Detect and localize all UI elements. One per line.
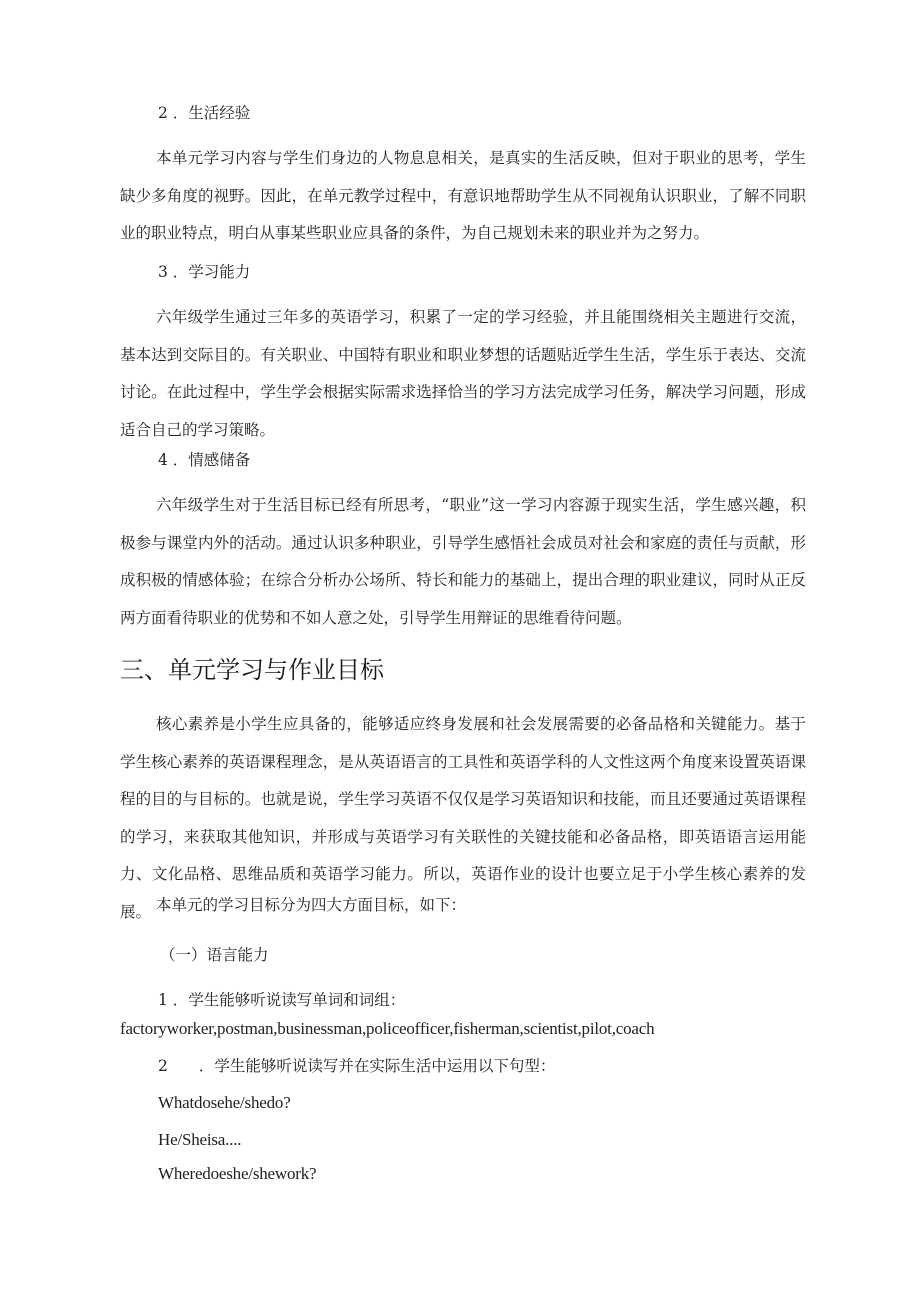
section-heading-life-experience: 2 ．生活经验 (158, 104, 251, 122)
chapter-title-goals: 三、单元学习与作业目标 (120, 656, 384, 684)
sentence-pattern-1: Whatdosehe/shedo? (158, 1093, 291, 1112)
section-heading-learning-ability: 3 ．学习能力 (158, 263, 251, 281)
paragraph-life-experience (120, 140, 806, 253)
list-item-1-words: factoryworker,postman,businessman,policeofficer,fisherman,scientist,pilot,coach (120, 1019, 655, 1038)
sentence-pattern-2: He/Sheisa.... (158, 1130, 242, 1149)
list-item-1-label: 1 ．学生能够听说读写单词和词组： (158, 991, 406, 1009)
section-heading-emotional-reserve: 4 ．情感储备 (158, 451, 251, 469)
paragraph-emotional-reserve (120, 487, 806, 637)
paragraph-goals-intro: 本单元的学习目标分为四大方面目标，如下： (156, 896, 467, 914)
paragraph-text: 本单元学习内容与学生们身边的人物息息相关，是真实的生活反映，但对于职业的思考，学生缺少多角度的视野。因此，在单元教学过程中，有意识地帮助学生从不同视角认识职业，了解不同职业的职业特点，明白从事某些职业应具备的条件，为自己规划未来的职业并为之努力。 (120, 149, 806, 242)
sentence-pattern-3: Wheredoeshe/shework? (158, 1164, 317, 1183)
paragraph-text: 核心素养是小学生应具备的，能够适应终身发展和社会发展需要的必备品格和关键能力。基于学生核心素养的英语课程理念，是从英语语言的工具性和英语学科的人文性这两个角度来设置英语课程的目的与目标的。也就是说，学生学习英语不仅仅是学习英语知识和技能，而且还要通过英语课程的学习，来获取其他知识，并形成与英语学习有关联性的关键技能和必备品格，即英语语言运用能力、文化品格、思维品质和英语学习能力。所以，英语作业的设计也要立足于小学生核心素养的发展。 (120, 715, 806, 921)
subheading-language-ability: （一）语言能力 (160, 946, 269, 964)
paragraph-text: 六年级学生通过三年多的英语学习，积累了一定的学习经验，并且能围绕相关主题进行交流，基本达到交际目的。有关职业、中国特有职业和职业梦想的话题贴近学生生活，学生乐于表达、交流讨论。在此过程中，学生学会根据实际需求选择恰当的学习方法完成学习任务，解决学习问题，形成适合自己的学习策略。 (120, 308, 806, 439)
paragraph-text: 六年级学生对于生活目标已经有所思考，“职业”这一学习内容源于现实生活，学生感兴趣，积极参与课堂内外的活动。通过认识多种职业，引导学生感悟社会成员对社会和家庭的责任与贡献，形成积极的情感体验；在综合分析办公场所、特长和能力的基础上，提出合理的职业建议，同时从正反两方面看待职业的优势和不如人意之处，引导学生用辩证的思维看待问题。 (120, 496, 806, 627)
list-item-2-label: 2 ．学生能够听说读写并在实际生活中运用以下句型： (158, 1057, 556, 1075)
paragraph-learning-ability (120, 299, 806, 449)
